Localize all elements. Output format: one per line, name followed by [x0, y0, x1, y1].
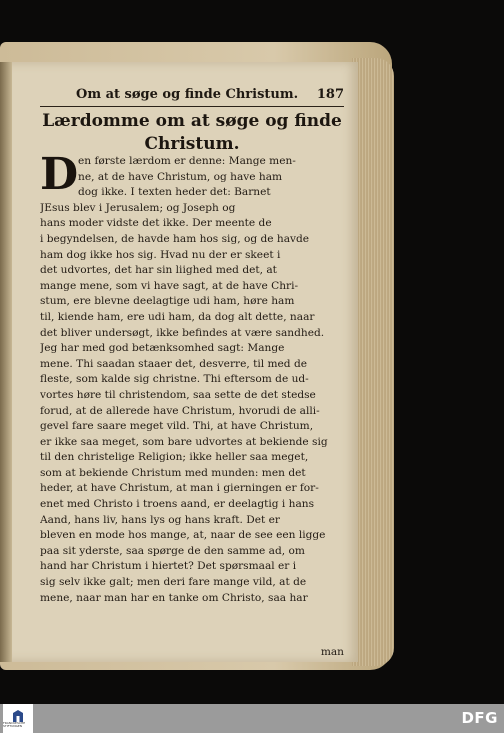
- title-line-1: Lærdomme om at søge og finde: [42, 111, 342, 131]
- text-line: i begyndelsen, de havde ham hos sig, og de havde: [40, 232, 310, 245]
- text-line: ham dog ikke hos sig. Hvad nu der er skeet i: [40, 248, 281, 261]
- text-line: en første lærdom er denne: Mange men-: [78, 155, 296, 167]
- text-line: hand har Christum i hiertet? Det spørsmaal er i: [40, 560, 297, 573]
- text-line: enet med Christo i troens aand, er deelagtig i hans: [40, 498, 315, 511]
- drop-cap: D: [40, 149, 79, 200]
- page-number: 187: [316, 87, 344, 102]
- building-icon: [13, 710, 23, 722]
- page-header: [40, 86, 344, 107]
- text-line: ne, at de have Christum, og have ham: [78, 170, 283, 183]
- text-line: det bliver undersøgt, ikke befindes at være sandhed.: [40, 326, 325, 339]
- body-text: [40, 149, 344, 606]
- page-edges: [352, 58, 394, 666]
- page-gutter: [0, 62, 12, 662]
- title-line-2: Christum.: [144, 134, 240, 154]
- text-line: som at bekiende Christum med munden: men det: [40, 466, 306, 479]
- text-line: vortes høre til christendom, saa sette de det stedse: [40, 388, 316, 401]
- text-line: bleven en mode hos mange, at, naar de see een ligge: [40, 529, 326, 542]
- text-line: mange mene, som vi have sagt, at de have Chri-: [40, 279, 299, 292]
- text-line: dog ikke. I texten heder det: Barnet: [78, 186, 271, 199]
- text-line: JEsus blev i Jerusalem; og Joseph og: [40, 201, 236, 214]
- text-line: Jeg har med god betænksomhed sagt: Mange: [40, 342, 285, 355]
- text-line: forud, at de allerede have Christum, hvorudi de alli-: [40, 404, 320, 417]
- viewer-footer: [0, 704, 504, 733]
- library-logo-text: FRANCKESCHE STIFTUNGEN: [3, 720, 26, 728]
- text-line: sig selv ikke galt; men deri fare mange vild, at de: [40, 576, 307, 589]
- text-line: stum, ere blevne deelagtige udi ham, høre ham: [40, 295, 295, 308]
- text-line: heder, at have Christum, at man i gierningen er for-: [40, 482, 319, 495]
- catchword: man: [320, 646, 344, 658]
- text-line: mene, naar man har en tanke om Christo, saa har: [40, 591, 308, 604]
- library-logo[interactable]: [3, 704, 33, 733]
- text-line: Aand, hans liv, hans lys og hans kraft. Det er: [40, 513, 280, 526]
- dfg-logo[interactable]: DFG: [461, 709, 498, 727]
- text-line: til den christelige Religion; ikke heller saa meget,: [40, 451, 309, 464]
- text-line: det udvortes, det har sin liighed med det, at: [40, 264, 277, 277]
- running-head: Om at søge og finde Christum.: [76, 87, 299, 102]
- text-line: er ikke saa meget, som bare udvortes at bekiende sig: [40, 435, 328, 448]
- text-line: til, kiende ham, ere udi ham, da dog alt dette, naar: [40, 310, 315, 323]
- text-line: paa sit yderste, saa spørge de den samme ad, om: [40, 544, 305, 557]
- chapter-title: [40, 110, 344, 156]
- text-line: mene. Thi saadan staaer det, desverre, til med de: [40, 357, 308, 370]
- text-line: fleste, som kalde sig christne. Thi eftersom de ud-: [40, 373, 309, 386]
- text-line: hans moder vidste det ikke. Der meente de: [40, 217, 272, 230]
- text-line: gevel fare saare meget vild. Thi, at have Christum,: [40, 420, 314, 433]
